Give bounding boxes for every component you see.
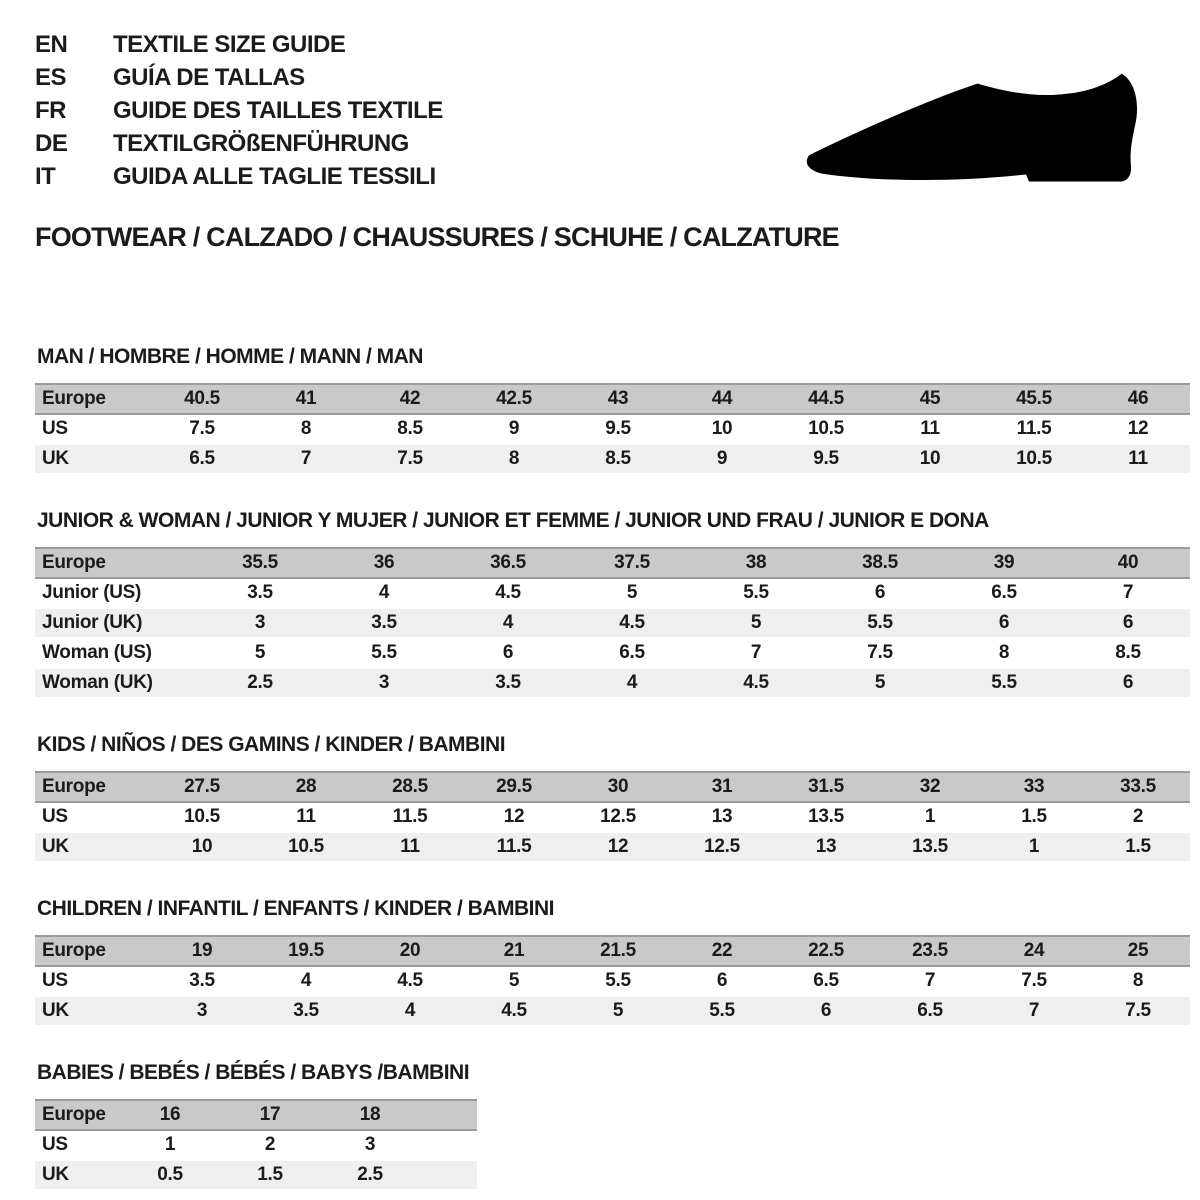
size-cell: 13.5 (774, 802, 878, 832)
size-cell: 16 (120, 1100, 220, 1130)
table-row (35, 638, 1190, 668)
size-cell: 10 (150, 832, 254, 862)
babies-size-table (35, 1099, 477, 1191)
size-cell: 11 (878, 414, 982, 444)
table-row (35, 668, 1190, 698)
row-label: Junior (US) (35, 578, 198, 608)
size-cell: 7 (878, 966, 982, 996)
section-man (35, 345, 1200, 475)
size-cell: 39 (942, 548, 1066, 578)
size-cell: 43 (566, 384, 670, 414)
babies-table-title: BABIES / BEBÉS / BÉBÉS / BABYS /BAMBINI (37, 1061, 470, 1084)
lang-title: TEXTILGRÖßENFÜHRUNG (113, 130, 409, 157)
size-cell: 11 (1086, 444, 1190, 474)
size-cell: 1.5 (982, 802, 1086, 832)
size-cell: 3 (198, 608, 322, 638)
size-cell: 3 (150, 996, 254, 1026)
size-cell: 5 (462, 966, 566, 996)
filler-cell (420, 1100, 477, 1130)
size-cell: 40 (1066, 548, 1190, 578)
size-cell: 1 (120, 1130, 220, 1160)
row-label: Junior (UK) (35, 608, 198, 638)
lang-code: DE (35, 130, 68, 157)
size-cell: 36 (322, 548, 446, 578)
size-cell: 3 (320, 1130, 420, 1160)
filler-cell (420, 1160, 477, 1190)
section-junior-woman (35, 509, 1200, 699)
size-cell: 28 (254, 772, 358, 802)
size-cell: 0.5 (120, 1160, 220, 1190)
junior-woman-size-table (35, 547, 1190, 699)
size-cell: 23.5 (878, 936, 982, 966)
table-row (35, 802, 1190, 832)
lang-title: GUÍA DE TALLAS (113, 64, 305, 91)
section-kids (35, 733, 1200, 863)
size-cell: 22 (670, 936, 774, 966)
size-cell: 3.5 (446, 668, 570, 698)
size-cell: 12 (462, 802, 566, 832)
header (35, 28, 1200, 193)
row-label: Woman (US) (35, 638, 198, 668)
size-cell: 4.5 (462, 996, 566, 1026)
row-label: Woman (UK) (35, 668, 198, 698)
size-cell: 8 (462, 444, 566, 474)
man-table-title: MAN / HOMBRE / HOMME / MANN / MAN (37, 345, 423, 368)
size-cell: 1.5 (220, 1160, 320, 1190)
size-cell: 4 (570, 668, 694, 698)
table-row (35, 578, 1190, 608)
lang-code: ES (35, 64, 67, 91)
size-cell: 7 (982, 996, 1086, 1026)
size-cell: 30 (566, 772, 670, 802)
size-cell: 41 (254, 384, 358, 414)
row-label: Europe (35, 1100, 120, 1130)
table-row (35, 1130, 477, 1160)
size-cell: 5.5 (322, 638, 446, 668)
size-cell: 10 (878, 444, 982, 474)
size-cell: 7.5 (1086, 996, 1190, 1026)
table-row (35, 996, 1190, 1026)
size-cell: 35.5 (198, 548, 322, 578)
table-header-row (35, 936, 1190, 966)
size-cell: 1.5 (1086, 832, 1190, 862)
table-header-row (35, 384, 1190, 414)
size-cell: 3.5 (322, 608, 446, 638)
lang-title: GUIDA ALLE TAGLIE TESSILI (113, 163, 436, 190)
size-cell: 6 (774, 996, 878, 1026)
size-cell: 25 (1086, 936, 1190, 966)
category-line: FOOTWEAR / CALZADO / CHAUSSURES / SCHUHE / CALZATURE (35, 222, 839, 252)
size-cell: 45.5 (982, 384, 1086, 414)
size-cell: 3 (322, 668, 446, 698)
size-cell: 44 (670, 384, 774, 414)
size-cell: 6 (942, 608, 1066, 638)
size-cell: 40.5 (150, 384, 254, 414)
size-cell: 13.5 (878, 832, 982, 862)
row-label: Europe (35, 772, 150, 802)
row-label: UK (35, 996, 150, 1026)
size-cell: 33.5 (1086, 772, 1190, 802)
size-cell: 1 (878, 802, 982, 832)
size-cell: 4.5 (446, 578, 570, 608)
size-cell: 10.5 (774, 414, 878, 444)
section-children (35, 897, 1200, 1027)
size-cell: 8 (1086, 966, 1190, 996)
kids-table-title: KIDS / NIÑOS / DES GAMINS / KINDER / BAMBINI (37, 733, 506, 756)
size-cell: 7 (254, 444, 358, 474)
size-cell: 11.5 (358, 802, 462, 832)
size-cell: 12 (1086, 414, 1190, 444)
size-cell: 29.5 (462, 772, 566, 802)
size-cell: 4.5 (694, 668, 818, 698)
size-cell: 12.5 (566, 802, 670, 832)
size-cell: 33 (982, 772, 1086, 802)
size-cell: 10.5 (982, 444, 1086, 474)
table-row (35, 1160, 477, 1190)
size-cell: 5.5 (566, 966, 670, 996)
size-cell: 31.5 (774, 772, 878, 802)
size-cell: 9.5 (774, 444, 878, 474)
size-cell: 7.5 (982, 966, 1086, 996)
size-cell: 19 (150, 936, 254, 966)
size-cell: 11 (358, 832, 462, 862)
size-cell: 5.5 (670, 996, 774, 1026)
size-cell: 2 (1086, 802, 1190, 832)
size-cell: 20 (358, 936, 462, 966)
table-header-row (35, 548, 1190, 578)
size-cell: 6 (670, 966, 774, 996)
size-cell: 28.5 (358, 772, 462, 802)
size-cell: 6 (1066, 608, 1190, 638)
table-row (35, 832, 1190, 862)
size-cell: 4 (446, 608, 570, 638)
size-cell: 11 (254, 802, 358, 832)
size-tables (35, 345, 1200, 1191)
size-cell: 10.5 (254, 832, 358, 862)
children-table-title: CHILDREN / INFANTIL / ENFANTS / KINDER / BAMBINI (37, 897, 554, 920)
size-cell: 8.5 (1066, 638, 1190, 668)
size-cell: 5.5 (818, 608, 942, 638)
size-cell: 7 (1066, 578, 1190, 608)
size-cell: 5.5 (942, 668, 1066, 698)
size-cell: 45 (878, 384, 982, 414)
size-cell: 13 (670, 802, 774, 832)
row-label: Europe (35, 936, 150, 966)
lang-title: TEXTILE SIZE GUIDE (113, 31, 346, 58)
section-babies (35, 1061, 1200, 1191)
size-cell: 22.5 (774, 936, 878, 966)
size-cell: 37.5 (570, 548, 694, 578)
table-header-row (35, 1100, 477, 1130)
size-cell: 8.5 (358, 414, 462, 444)
size-cell: 2 (220, 1130, 320, 1160)
row-label: Europe (35, 548, 198, 578)
size-cell: 1 (982, 832, 1086, 862)
size-cell: 12 (566, 832, 670, 862)
size-cell: 4 (358, 996, 462, 1026)
lang-code: EN (35, 31, 68, 58)
size-cell: 11.5 (462, 832, 566, 862)
size-cell: 3.5 (150, 966, 254, 996)
size-cell: 6.5 (774, 966, 878, 996)
size-cell: 46 (1086, 384, 1190, 414)
kids-size-table (35, 771, 1190, 863)
size-cell: 31 (670, 772, 774, 802)
size-cell: 4 (322, 578, 446, 608)
size-cell: 8 (942, 638, 1066, 668)
row-label: US (35, 1130, 120, 1160)
size-cell: 18 (320, 1100, 420, 1130)
size-cell: 38.5 (818, 548, 942, 578)
size-cell: 42.5 (462, 384, 566, 414)
size-cell: 5 (818, 668, 942, 698)
size-cell: 2.5 (320, 1160, 420, 1190)
row-label: US (35, 414, 150, 444)
size-cell: 6.5 (150, 444, 254, 474)
size-cell: 4.5 (570, 608, 694, 638)
table-header-row (35, 772, 1190, 802)
size-cell: 6.5 (570, 638, 694, 668)
size-cell: 5.5 (694, 578, 818, 608)
size-cell: 32 (878, 772, 982, 802)
size-cell: 7.5 (150, 414, 254, 444)
size-cell: 6 (818, 578, 942, 608)
table-row (35, 966, 1190, 996)
size-cell: 4.5 (358, 966, 462, 996)
lang-code: FR (35, 97, 66, 124)
size-cell: 6.5 (942, 578, 1066, 608)
junior-woman-table-title: JUNIOR & WOMAN / JUNIOR Y MUJER / JUNIOR ET FEMME / JUNIOR UND FRAU / JUNIOR E DONA (37, 509, 989, 532)
man-size-table (35, 383, 1190, 475)
size-cell: 6 (446, 638, 570, 668)
size-cell: 7.5 (818, 638, 942, 668)
row-label: Europe (35, 384, 150, 414)
size-cell: 17 (220, 1100, 320, 1130)
size-cell: 6.5 (878, 996, 982, 1026)
table-row (35, 414, 1190, 444)
size-cell: 9 (670, 444, 774, 474)
row-label: US (35, 802, 150, 832)
table-row (35, 444, 1190, 474)
size-cell: 13 (774, 832, 878, 862)
size-cell: 42 (358, 384, 462, 414)
size-cell: 21 (462, 936, 566, 966)
row-label: UK (35, 444, 150, 474)
size-cell: 9 (462, 414, 566, 444)
size-cell: 5 (694, 608, 818, 638)
size-cell: 12.5 (670, 832, 774, 862)
size-cell: 2.5 (198, 668, 322, 698)
size-cell: 8.5 (566, 444, 670, 474)
row-label: UK (35, 832, 150, 862)
size-cell: 8 (254, 414, 358, 444)
size-cell: 38 (694, 548, 818, 578)
shoe-silhouette-icon (803, 60, 1141, 184)
filler-cell (420, 1130, 477, 1160)
size-cell: 11.5 (982, 414, 1086, 444)
size-cell: 9.5 (566, 414, 670, 444)
size-cell: 5 (570, 578, 694, 608)
size-cell: 7 (694, 638, 818, 668)
size-cell: 5 (566, 996, 670, 1026)
lang-row-en (35, 28, 1200, 61)
size-cell: 6 (1066, 668, 1190, 698)
size-cell: 10 (670, 414, 774, 444)
table-row (35, 608, 1190, 638)
size-cell: 36.5 (446, 548, 570, 578)
size-cell: 4 (254, 966, 358, 996)
size-cell: 19.5 (254, 936, 358, 966)
lang-code: IT (35, 163, 56, 190)
size-cell: 44.5 (774, 384, 878, 414)
lang-title: GUIDE DES TAILLES TEXTILE (113, 97, 443, 124)
row-label: US (35, 966, 150, 996)
size-cell: 10.5 (150, 802, 254, 832)
size-cell: 3.5 (254, 996, 358, 1026)
children-size-table (35, 935, 1190, 1027)
size-cell: 24 (982, 936, 1086, 966)
size-cell: 5 (198, 638, 322, 668)
size-cell: 21.5 (566, 936, 670, 966)
size-cell: 27.5 (150, 772, 254, 802)
size-cell: 3.5 (198, 578, 322, 608)
row-label: UK (35, 1160, 120, 1190)
size-cell: 7.5 (358, 444, 462, 474)
